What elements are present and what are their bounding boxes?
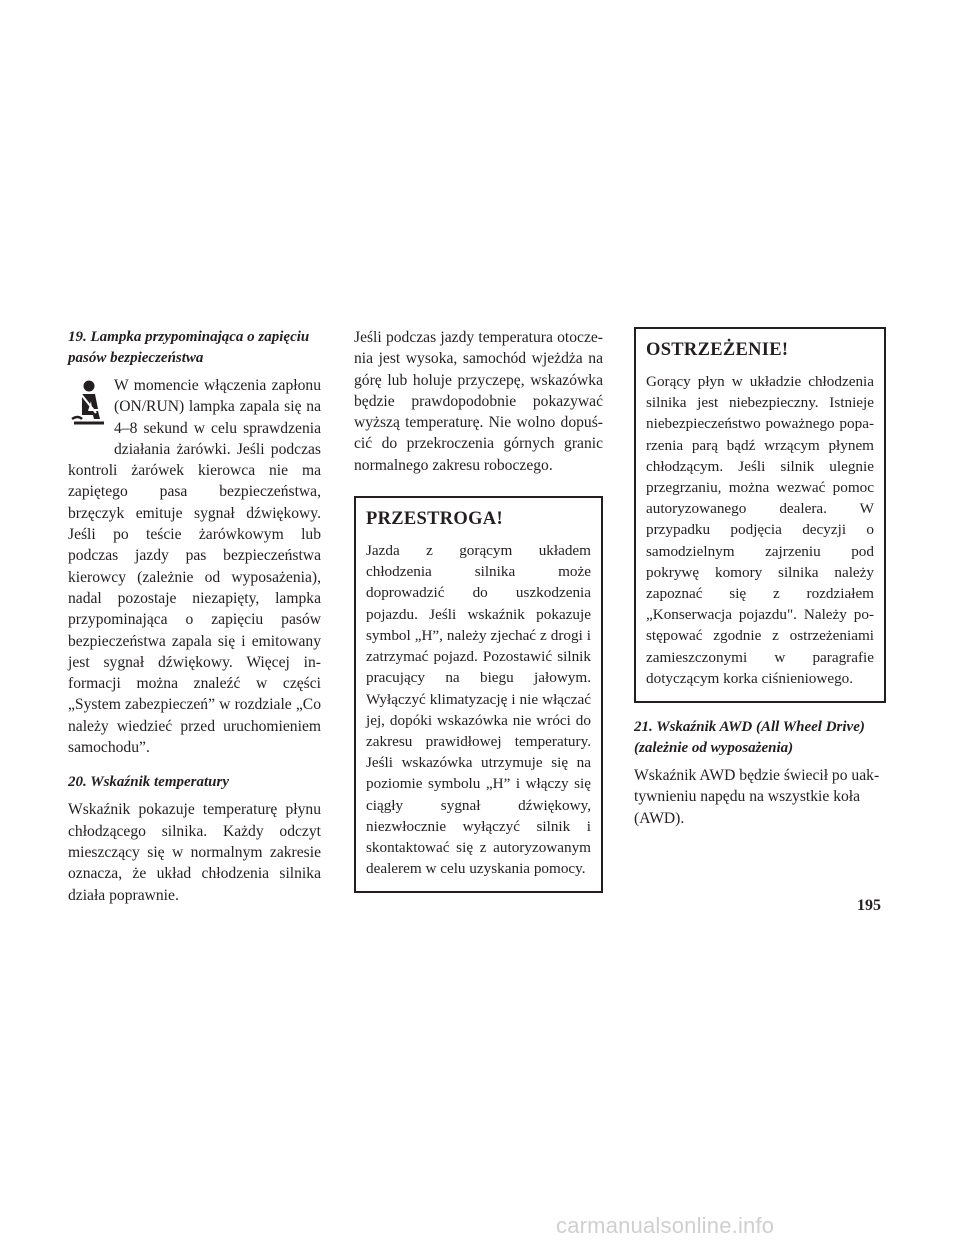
- watermark: carmanualsonline.info: [556, 1213, 775, 1238]
- page-number: 195: [857, 897, 881, 914]
- seatbelt-reminder-icon: [68, 379, 114, 441]
- caution-box: [354, 496, 603, 893]
- paragraph-temperature-continued: Jeśli podczas jazdy temperatura otoczenia jest wysoka, samochód wjeżdża na górę lub holuje przyczepę, wskazówka będzie prawdopodobnie pokazywać wyższą temperaturę. Nie wolno dopuścić do przekroczenia górnych granic normalnego zakresu roboczego.: [354, 329, 603, 474]
- warning-title: OSTRZEŻENIE!: [646, 340, 789, 360]
- warning-box: [634, 327, 886, 703]
- column-middle: [354, 327, 603, 893]
- paragraph-temperature: Wskaźnik pokazuje temperaturę płynu chłodzącego silnika. Każdy odczyt mieszczący się w normalnym zakresie oznacza, że układ chłodzenia silnika działa poprawnie.: [68, 801, 321, 904]
- caution-title: PRZESTROGA!: [366, 509, 503, 530]
- paragraph-awd: Wskaźnik AWD będzie świecił po uaktywnieniu napędu na wszystkie koła (AWD).: [634, 767, 880, 827]
- section-heading-temperature: 20. Wskaźnik temperatury: [68, 774, 229, 791]
- paragraph-seatbelt: W momencie włączenia zapłonu (ON/RUN) lampka zapala się na 4–8 sekund w celu sprawdzenia działania żarówki. Jeśli podczas kontroli żarówek kierowca nie ma zapiętego pasa bezpieczeństwa, brzęczyk emituje sygnał dźwiękowy. Jeśli po teście żarówkowym lub podczas jazdy pas bezpieczeństwa kierowcy (zależnie od wyposażenia), nadal pozostaje niezapięty, lampka przypominająca o zapięciu pasów bezpieczeństwa zapala się i emitowany jest sygnał dźwiękowy. Więcej informacji można znaleźć w części „System zabezpieczeń” w rozdziale „Co należy wiedzieć przed uruchomieniem samochodu”.: [68, 377, 321, 757]
- section-heading-seatbelt: 19. Lampka przypominająca o zapięciu pasów bezpieczeństwa: [68, 329, 310, 366]
- column-left: [68, 327, 321, 916]
- warning-text: Gorący płyn w układzie chłodzenia silnika jest niebezpieczny. Istnieje niebezpieczeństwo poważnego poparzenia parą bądź wrzącym płynem chłodzącym. Jeśli silnik ulegnie przegrzaniu, można wezwać pomoc autoryzowanego dealera. W przypadku podjęcia decyzji o samodzielnym zajrzeniu pod pokrywę komory silnika należy zapoznać się z rozdziałem „Konserwacja pojazdu". Należy postępować zgodnie z ostrzeżeniami zamieszczonymi w paragrafie dotyczącym korka ciśnieniowego.: [646, 373, 874, 687]
- caution-text: Jazda z gorącym układem chłodzenia silnika może doprowadzić do uszkodzenia pojazdu. Jeśli wskaźnik pokazuje symbol „H”, należy zjechać z drogi i zatrzymać pojazd. Pozostawić silnik pracujący na biegu jałowym. Wyłączyć klimatyzację i nie włączać jej, dopóki wskazówka nie wróci do zakresu prawidłowej temperatury. Jeśli wskazówka utrzymuje się na poziomie symbolu „H” i włączy się ciągły sygnał dźwiękowy, niezwłocznie wyłączyć silnik i skontaktować się z autoryzowanym dealerem w celu uzyskania pomocy.: [366, 542, 591, 878]
- column-right: [634, 327, 886, 839]
- section-heading-awd: 21. Wskaźnik AWD (All Wheel Drive) (zależnie od wyposażenia): [634, 719, 865, 757]
